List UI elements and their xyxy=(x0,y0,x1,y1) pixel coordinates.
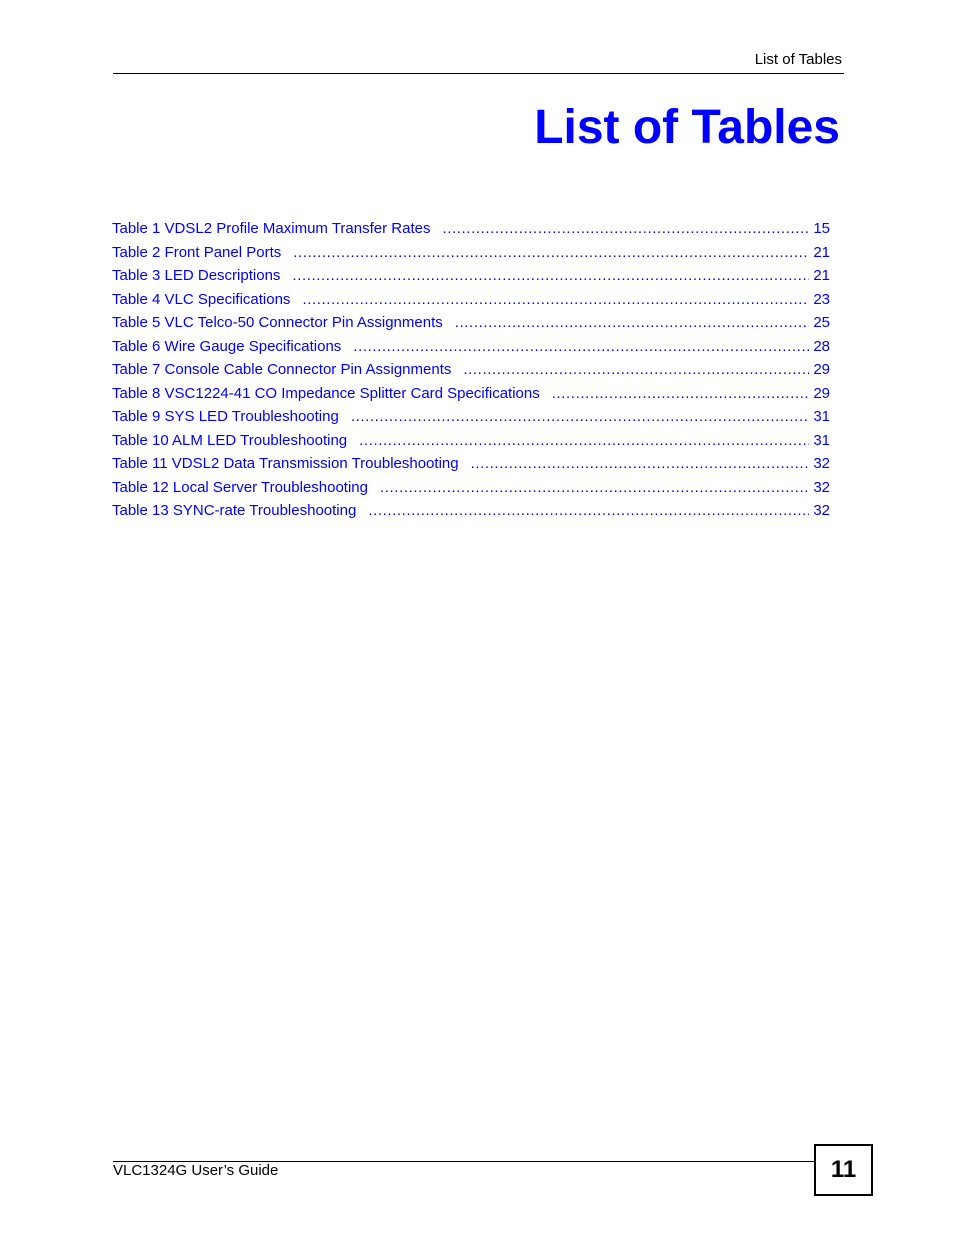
toc-entry-table-1[interactable] xyxy=(112,217,830,241)
toc-entry-table-5[interactable] xyxy=(112,311,830,335)
toc-entry-label: Table 1 VDSL2 Profile Maximum Transfer Rates xyxy=(112,220,431,237)
toc-entry-table-3[interactable] xyxy=(112,264,830,288)
table-of-tables xyxy=(112,217,830,523)
toc-entry-page: 15 xyxy=(813,220,830,237)
toc-dot-leader xyxy=(302,288,809,312)
toc-entry-label: Table 9 SYS LED Troubleshooting xyxy=(112,408,339,425)
toc-entry-table-2[interactable] xyxy=(112,241,830,265)
running-header-title: List of Tables xyxy=(754,51,842,68)
toc-entry-page: 29 xyxy=(813,361,830,378)
toc-entry-table-12[interactable] xyxy=(112,476,830,500)
toc-entry-label: Table 13 SYNC-rate Troubleshooting xyxy=(112,502,357,519)
toc-entry-page: 32 xyxy=(813,455,830,472)
toc-entry-label: Table 3 LED Descriptions xyxy=(112,267,281,284)
toc-entry-table-11[interactable] xyxy=(112,452,830,476)
footer-guide-name: VLC1324G User’s Guide xyxy=(113,1162,279,1179)
toc-dot-leader xyxy=(353,335,809,359)
toc-entry-page: 23 xyxy=(813,290,830,308)
toc-entry-page: 31 xyxy=(813,408,830,425)
toc-entry-label: Table 2 Front Panel Ports xyxy=(112,243,282,261)
toc-entry-label: Table 8 VSC1224-41 CO Impedance Splitter Card Specifications xyxy=(112,384,540,402)
toc-entry-table-4[interactable] xyxy=(112,288,830,312)
toc-entry-label: Table 11 VDSL2 Data Transmission Troubleshooting xyxy=(112,455,459,472)
toc-entry-table-6[interactable] xyxy=(112,335,830,359)
toc-entry-label: Table 7 Console Cable Connector Pin Assignments xyxy=(112,361,452,378)
toc-entry-label: Table 10 ALM LED Troubleshooting xyxy=(112,431,348,449)
page-number: 11 xyxy=(814,1144,873,1196)
toc-entry-page: 25 xyxy=(813,314,830,331)
toc-entry-page: 32 xyxy=(813,502,830,519)
toc-entry-page: 31 xyxy=(813,431,830,449)
toc-entry-label: Table 12 Local Server Troubleshooting xyxy=(112,478,368,496)
header-rule xyxy=(113,73,844,74)
toc-entry-page: 28 xyxy=(813,337,830,355)
page-title: List of Tables xyxy=(534,101,840,154)
toc-entry-table-9[interactable] xyxy=(112,405,830,429)
toc-entry-label: Table 5 VLC Telco-50 Connector Pin Assignments xyxy=(112,314,443,331)
toc-dot-leader xyxy=(552,382,810,406)
toc-entry-page: 29 xyxy=(813,384,830,402)
toc-dot-leader xyxy=(292,264,809,288)
toc-dot-leader xyxy=(368,499,809,523)
toc-entry-table-7[interactable] xyxy=(112,358,830,382)
toc-dot-leader xyxy=(359,429,809,453)
toc-dot-leader xyxy=(463,358,809,382)
toc-entry-table-13[interactable] xyxy=(112,499,830,523)
toc-entry-label: Table 6 Wire Gauge Specifications xyxy=(112,337,342,355)
toc-entry-table-10[interactable] xyxy=(112,429,830,453)
toc-entry-page: 21 xyxy=(813,243,830,261)
toc-dot-leader xyxy=(351,405,810,429)
toc-entry-page: 32 xyxy=(813,478,830,496)
toc-dot-leader xyxy=(293,241,809,265)
toc-dot-leader xyxy=(455,311,810,335)
toc-dot-leader xyxy=(442,217,809,241)
toc-entry-page: 21 xyxy=(813,267,830,284)
toc-dot-leader xyxy=(380,476,809,500)
toc-entry-table-8[interactable] xyxy=(112,382,830,406)
toc-dot-leader xyxy=(471,452,810,476)
toc-entry-label: Table 4 VLC Specifications xyxy=(112,290,291,308)
